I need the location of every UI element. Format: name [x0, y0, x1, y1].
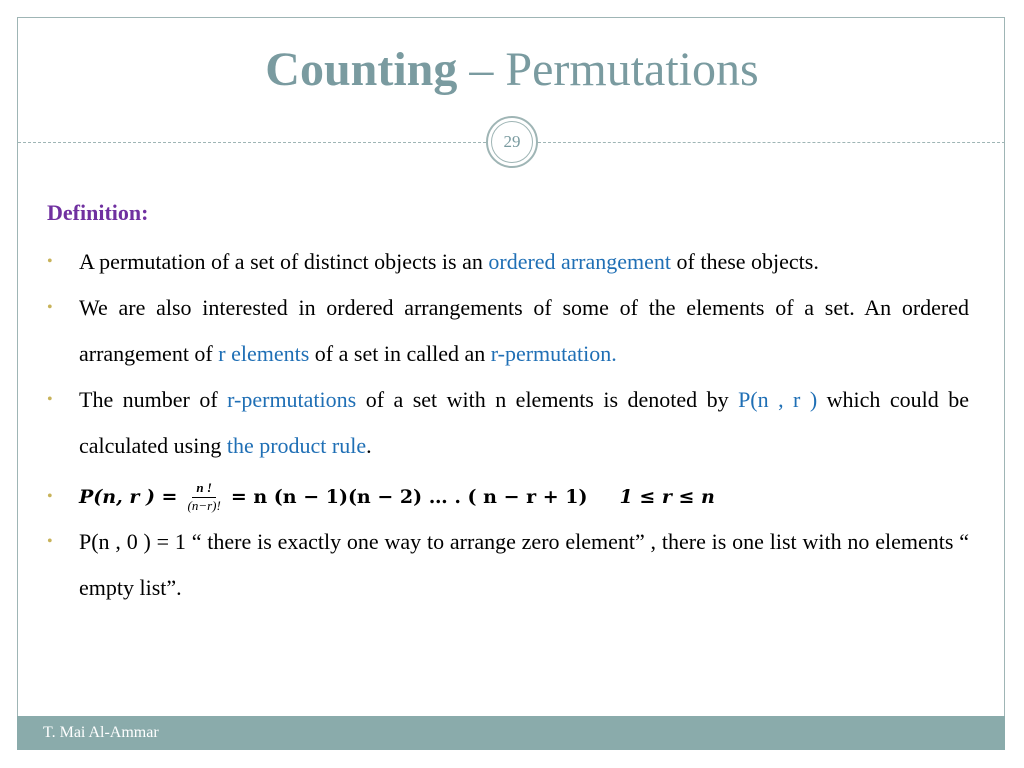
footer-author: T. Mai Al-Ammar [43, 724, 159, 741]
highlight-text: ordered arrangement [488, 249, 671, 274]
bullet-text: which could be calculated using [79, 387, 969, 458]
bullet-item [47, 285, 969, 377]
title-divider-left [18, 142, 486, 143]
bullet-dot-icon: • [47, 299, 53, 316]
formula-constraint: 1 ≤ r ≤ n [619, 486, 715, 508]
highlight-text: r elements [218, 341, 310, 366]
title-rest: – Permutations [457, 43, 759, 96]
fraction-denominator: (n−r)! [187, 497, 221, 513]
fraction-numerator: n ! [192, 480, 216, 497]
formula-item [47, 475, 969, 519]
bullet-text: The number of [79, 387, 228, 412]
title-divider-right [538, 142, 1005, 143]
bullet-text: . [366, 433, 372, 458]
definition-heading: Definition: [47, 200, 149, 225]
highlight-text: r-permutation. [490, 341, 617, 366]
footer-bar [17, 716, 1005, 750]
highlight-text: the product rule [226, 433, 367, 458]
bullet-dot-icon: • [47, 533, 53, 550]
formula-fraction [183, 480, 224, 514]
bullet-item [47, 377, 969, 469]
bullet-text: P(n , 0 ) = 1 “ there is exactly one way to arrange zero element” , there is one list with no elements “ empty list”. [79, 529, 969, 600]
bullet-text: A permutation of a set of distinct objects is an [79, 249, 489, 274]
bullet-item [47, 519, 969, 611]
slide-title [0, 43, 1024, 96]
formula-lhs: P(n, r ) = [79, 486, 178, 508]
bullet-dot-icon: • [47, 391, 53, 408]
formula-rhs: = n (n − 1)(n − 2) … . ( n − r + 1) [230, 486, 588, 508]
bullet-dot-icon: • [47, 253, 53, 270]
bullet-item [47, 239, 969, 285]
highlight-text: r-permutations [227, 387, 357, 412]
page-number-badge [486, 116, 538, 168]
bullet-list [47, 239, 969, 611]
title-bold: Counting [265, 43, 458, 96]
bullet-text: of a set in called an [309, 341, 491, 366]
page-number: 29 [491, 121, 533, 163]
highlight-text: P(n , r ) [738, 387, 818, 412]
bullet-dot-icon: • [47, 488, 53, 505]
bullet-text: of a set with n elements is denoted by [356, 387, 739, 412]
bullet-text: of these objects. [671, 249, 819, 274]
bullet-text: We are also interested in ordered arrangements of some of the elements of a set. An ordered arrangement of [79, 295, 969, 366]
